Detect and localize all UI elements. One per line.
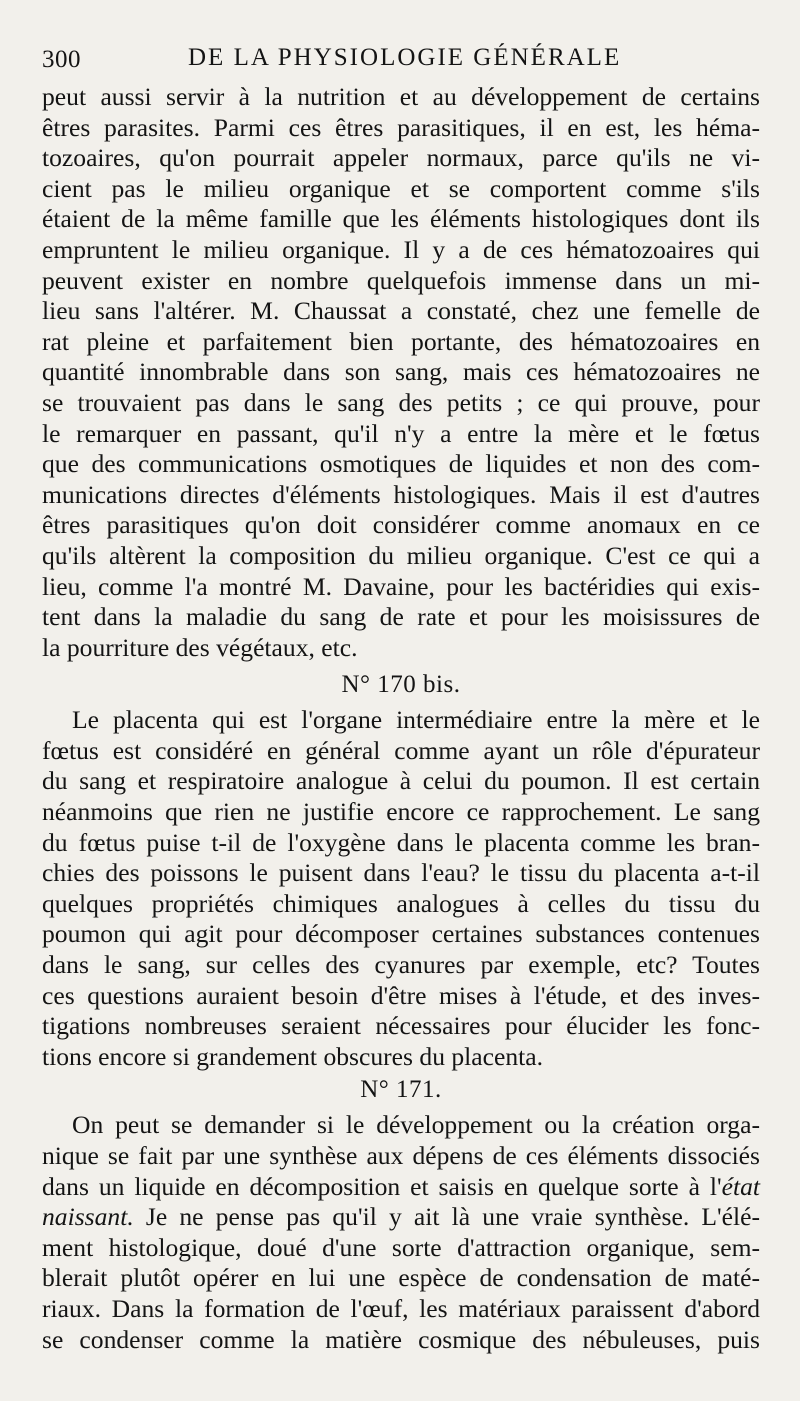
running-title: DE LA PHYSIOLOGIE GÉNÉRALE [188,44,622,71]
text-line: blerait plutôt opérer en lui une espèce de condensation de maté- [42,1263,760,1293]
text-line: du sang et respiratoire analogue à celui du poumon. Il est certain [42,766,760,796]
text-line: Le placenta qui est l'organe intermédiaire entre la mère et le [72,705,760,735]
text-line: rat pleine et parfaitement bien portante, des hématozoaires en [42,326,760,356]
text-line: poumon qui agit pour décomposer certaines substances contenues [42,919,760,949]
text-line: peut aussi servir à la nutrition et au développement de certains [42,82,760,111]
text-line: ces questions auraient besoin d'être mises à l'étude, et des inves- [42,980,760,1010]
text-line: munications directes d'éléments histologiques. Mais il est d'autres [42,479,760,509]
text-line: empruntent le milieu organique. Il y a de ces hématozoaires qui [42,234,760,264]
text-line: peuvent exister en nombre quelquefois immense dans un mi- [42,265,760,295]
text-line: étaient de la même famille que les éléments histologiques dont ils [42,204,760,234]
text-run: Je ne pense pas qu'il y ait là une vraie synthèse. L'élé- [133,1202,760,1232]
text-line-with-italic [42,1172,760,1203]
text-line: du fœtus puise t-il de l'oxygène dans le placenta comme les bran- [42,827,760,857]
text-line: se condenser comme la matière cosmique des nébuleuses, puis [42,1324,760,1354]
section-heading-171: N° 171. [360,1076,442,1104]
paragraph-placenta [42,705,760,1072]
text-run: dans un liquide en décomposition et saisis en quelque sorte à l' [42,1171,722,1201]
text-line: riaux. Dans la formation de l'œuf, les matériaux paraissent d'abord [42,1293,760,1323]
text-line: lieu, comme l'a montré M. Davaine, pour les bactéridies qui exis- [42,571,760,601]
text-line: le remarquer en passant, qu'il n'y a entre la mère et le fœtus [42,418,760,448]
section-heading-170-bis: N° 170 bis. [341,671,461,699]
running-head [42,34,760,82]
text-line: êtres parasites. Parmi ces êtres parasitiques, il en est, les héma- [42,112,760,142]
text-line: dans le sang, sur celles des cyanures par exemple, etc? Toutes [42,950,760,980]
text-line: quantité innombrable dans son sang, mais ces hématozoaires ne [42,357,760,387]
text-line: tigations nombreuses seraient nécessaires pour élucider les fonc- [42,1011,760,1041]
paragraph-synthesis [42,1110,760,1355]
text-line: cient pas le milieu organique et se comportent comme s'ils [42,173,760,203]
text-line-with-italic [42,1202,760,1233]
text-line: chies des poissons le puisent dans l'eau? le tissu du placenta a-t-il [42,858,760,888]
text-line: tent dans la maladie du sang de rate et pour les moisissures de [42,602,760,632]
text-line: On peut se demander si le développement ou la création orga- [72,1110,760,1140]
text-line: néanmoins que rien ne justifie encore ce rapprochement. Le sang [42,797,760,827]
text-line: que des communications osmotiques de liquides et non des com- [42,449,760,479]
text-line: tozoaires, qu'on pourrait appeler normaux, parce qu'ils ne vi- [42,143,760,173]
text-line: qu'ils altèrent la composition du milieu organique. C'est ce qui a [42,540,760,570]
text-line: se trouvaient pas dans le sang des petits ; ce qui prouve, pour [42,387,760,417]
italic-word-naissant: naissant. [42,1202,134,1232]
text-line: lieu sans l'altérer. M. Chaussat a constaté, chez une femelle de [42,296,760,326]
paragraph-continued [42,82,760,663]
text-line: la pourriture des végétaux, etc. [42,632,358,662]
italic-word-etat: état [721,1171,760,1201]
text-line: tions encore si grandement obscures du placenta. [42,1041,544,1071]
text-line: ment histologique, doué d'une sorte d'attraction organique, sem- [42,1232,760,1262]
text-line: nique se fait par une synthèse aux dépens de ces éléments dissociés [42,1141,760,1170]
text-line: fœtus est considéré en général comme ayant un rôle d'épurateur [42,735,760,765]
text-line: êtres parasitiques qu'on doit considérer comme anomaux en ce [42,510,760,540]
page-number: 300 [42,46,81,73]
text-line: quelques propriétés chimiques analogues à celles du tissu du [42,888,760,918]
